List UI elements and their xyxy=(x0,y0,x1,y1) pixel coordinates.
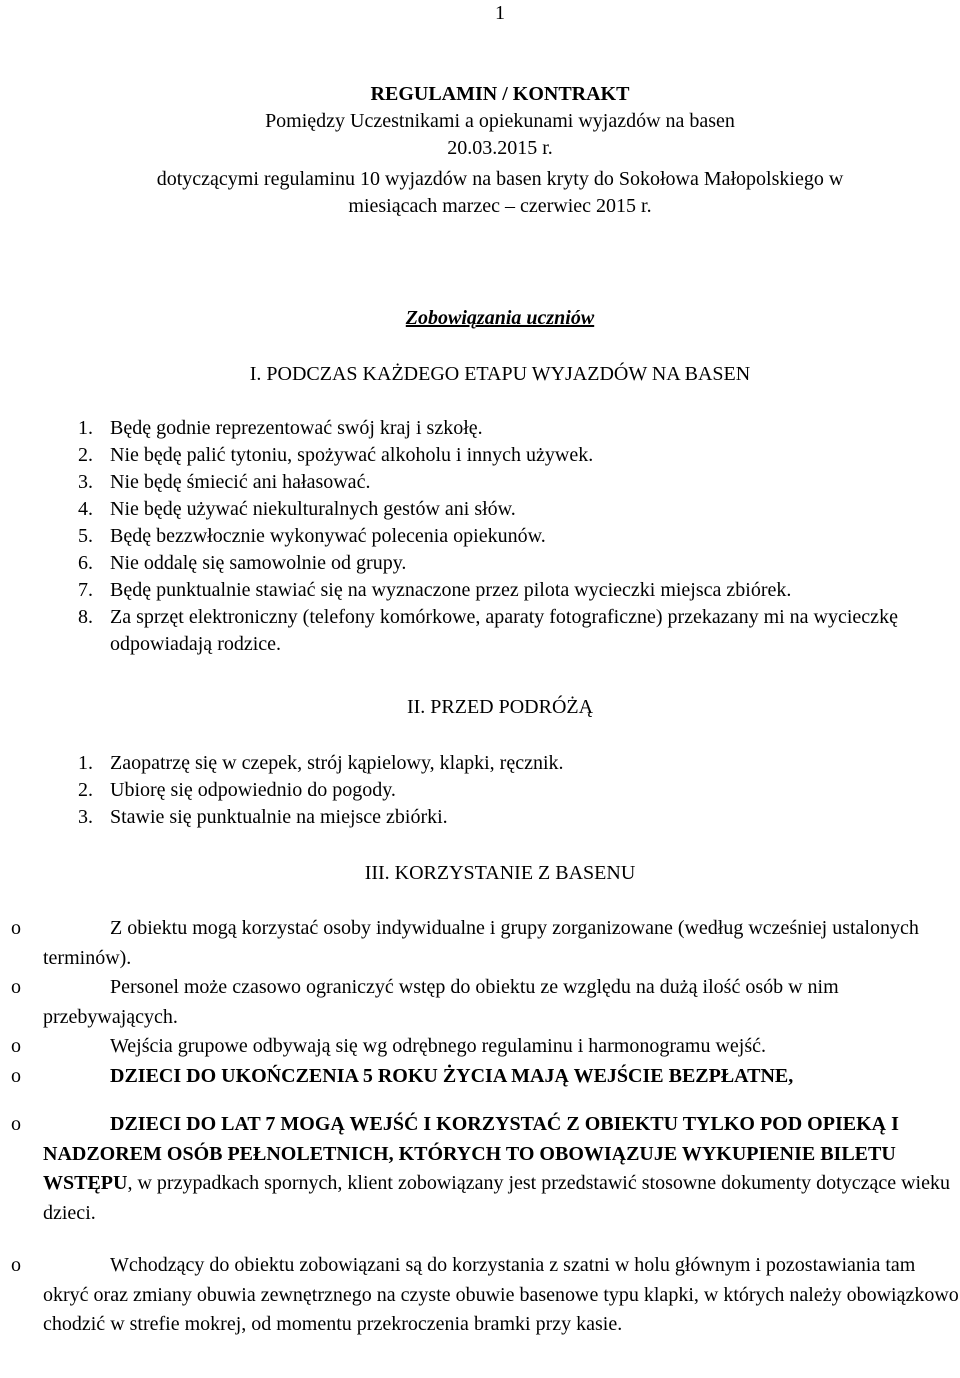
bullet-item xyxy=(0,973,960,1032)
item-text: Ubiorę się odpowiednio do pogody. xyxy=(110,779,396,801)
document-date: 20.03.2015 r. xyxy=(447,137,553,159)
bullet-plain-text: Wchodzący do obiektu zobowiązani są do korzystania z szatni w holu głównym i pozostawiania tam okryć oraz zmiany obuwia zewnętrznego na czyste obuwie basenowe typu klapki, w których należy obowiązkowo chodzić w strefie mokrej, od momentu przekroczenia bramki przy kasie. xyxy=(43,1254,959,1335)
bullet-marker: o xyxy=(11,1113,21,1135)
item-text: Stawie się punktualnie na miejsce zbiórki. xyxy=(110,806,448,828)
item-number: 1. xyxy=(78,417,93,439)
bullet-item xyxy=(0,1251,960,1340)
item-text: Za sprzęt elektroniczny (telefony komórkowe, aparaty fotograficzne) przekazany mi na wycieczkę odpowiadają rodzice. xyxy=(110,606,898,655)
bullet-text xyxy=(43,1110,960,1228)
section-1-list xyxy=(78,415,958,658)
bullet-marker: o xyxy=(11,1254,21,1276)
list-item xyxy=(78,550,958,577)
document-subtitle: Pomiędzy Uczestnikami a opiekunami wyjazdów na basen xyxy=(265,110,735,132)
list-item xyxy=(78,750,958,777)
bullet-item xyxy=(0,914,960,973)
item-number: 6. xyxy=(78,552,93,574)
item-text: Nie będę śmiecić ani hałasować. xyxy=(110,471,371,493)
list-item xyxy=(78,469,958,496)
item-number: 5. xyxy=(78,525,93,547)
list-item xyxy=(78,604,958,658)
item-text: Nie oddalę się samowolnie od grupy. xyxy=(110,552,407,574)
section-1-heading: I. PODCZAS KAŻDEGO ETAPU WYJAZDÓW NA BASEN xyxy=(249,363,751,385)
item-text: Nie będę używać niekulturalnych gestów ani słów. xyxy=(110,498,516,520)
list-item xyxy=(78,442,958,469)
document-scope-line-2: miesiącach marzec – czerwiec 2015 r. xyxy=(348,195,652,217)
section-2-heading: II. PRZED PODRÓŻĄ xyxy=(406,696,594,718)
bullet-text xyxy=(43,1062,960,1092)
bullet-item xyxy=(0,1062,960,1092)
bullet-text xyxy=(43,1251,960,1340)
bullet-text xyxy=(43,973,960,1032)
bullet-item xyxy=(0,1032,960,1062)
item-text: Nie będę palić tytoniu, spożywać alkoholu i innych używek. xyxy=(110,444,594,466)
item-number: 2. xyxy=(78,444,93,466)
bullet-text xyxy=(43,914,960,973)
bullet-text xyxy=(43,1032,960,1062)
document-title: REGULAMIN / KONTRAKT xyxy=(370,83,630,105)
list-item xyxy=(78,804,958,831)
item-number: 8. xyxy=(78,606,93,628)
page-number: 1 xyxy=(495,2,505,24)
item-text: Będę bezzwłocznie wykonywać polecenia opiekunów. xyxy=(110,525,546,547)
bullet-bold-text: DZIECI DO UKOŃCZENIA 5 ROKU ŻYCIA MAJĄ WEJŚCIE BEZPŁATNE, xyxy=(110,1064,794,1087)
item-number: 3. xyxy=(78,806,93,828)
list-item xyxy=(78,415,958,442)
list-item xyxy=(78,523,958,550)
document-scope-line: dotyczącymi regulaminu 10 wyjazdów na basen kryty do Sokołowa Małopolskiego w xyxy=(156,168,844,190)
section-3-list xyxy=(0,914,960,1340)
item-text: Zaopatrzę się w czepek, strój kąpielowy, klapki, ręcznik. xyxy=(110,752,564,774)
obligations-heading: Zobowiązania uczniów xyxy=(405,307,595,329)
bullet-plain-text: Personel może czasowo ograniczyć wstęp do obiektu ze względu na dużą ilość osób w nim przebywających. xyxy=(43,976,839,1028)
bullet-item xyxy=(0,1110,960,1228)
bullet-marker: o xyxy=(11,976,21,998)
item-number: 4. xyxy=(78,498,93,520)
item-number: 7. xyxy=(78,579,93,601)
list-item xyxy=(78,496,958,523)
item-text: Będę punktualnie stawiać się na wyznaczone przez pilota wycieczki miejsca zbiórek. xyxy=(110,579,792,601)
item-number: 2. xyxy=(78,779,93,801)
list-item xyxy=(78,577,958,604)
bullet-plain-text: Wejścia grupowe odbywają się wg odrębnego regulaminu i harmonogramu wejść. xyxy=(110,1035,766,1057)
section-3-heading: III. KORZYSTANIE Z BASENU xyxy=(364,862,636,884)
item-number: 3. xyxy=(78,471,93,493)
bullet-marker: o xyxy=(11,1035,21,1057)
item-text: Będę godnie reprezentować swój kraj i szkołę. xyxy=(110,417,483,439)
bullet-marker: o xyxy=(11,917,21,939)
bullet-marker: o xyxy=(11,1064,21,1087)
bullet-plain-text: , w przypadkach spornych, klient zobowiązany jest przedstawić stosowne dokumenty dotyczące wieku dzieci. xyxy=(43,1172,950,1224)
item-number: 1. xyxy=(78,752,93,774)
list-item xyxy=(78,777,958,804)
bullet-plain-text: Z obiektu mogą korzystać osoby indywidualne i grupy zorganizowane (według wcześniej ustalonych terminów). xyxy=(43,917,919,969)
bullet-bold-text: DZIECI DO LAT 7 MOGĄ WEJŚĆ I KORZYSTAĆ Z OBIEKTU TYLKO POD OPIEKĄ I NADZOREM OSÓB PEŁNOLETNICH, KTÓRYCH TO OBOWIĄZUJE WYKUPIENIE BILETU WSTĘPU xyxy=(43,1113,899,1194)
section-2-list xyxy=(78,750,958,831)
